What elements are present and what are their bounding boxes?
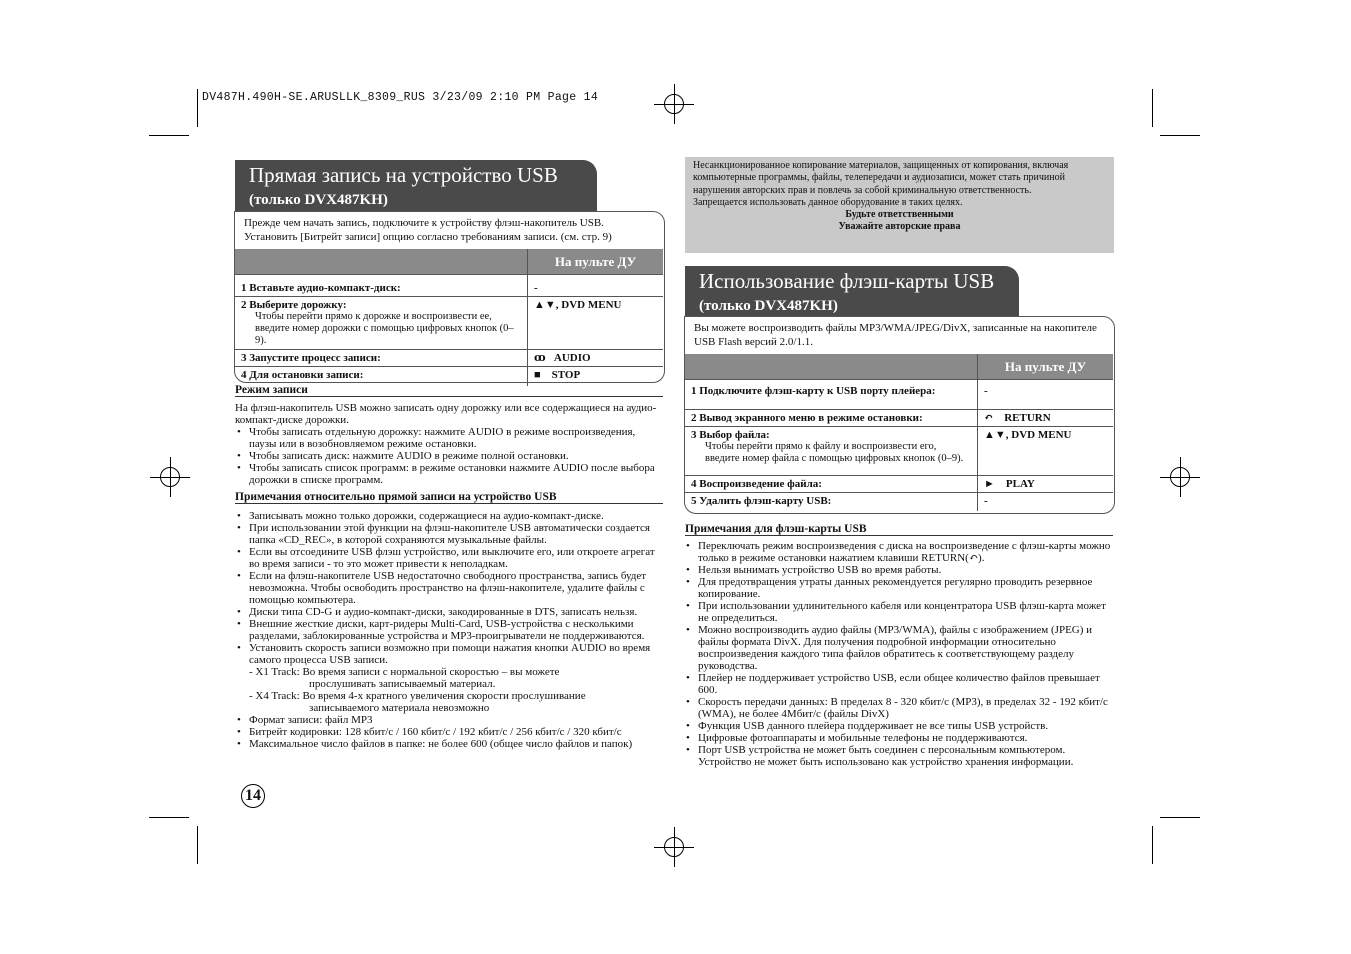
list-item: • Можно воспроизводить аудио файлы (MP3/WMA), файлы с изображением (JPEG) и файлы формата DivX. Для получения подробной информации относительно воспроизведения каждого типа файлов обратитесь к соответствующему разделу руководства.: [698, 624, 1114, 672]
registration-mark: [654, 84, 694, 124]
list-item: • Переключать режим воспроизведения с диска на воспроизведение с флэш-карты можно только в режиме остановки нажатием клавиши RETURN(↶).: [698, 540, 1114, 564]
step-label: 1 Вставьте аудио-компакт-диск:: [235, 275, 528, 297]
left-subtitle: (только DVX487KH): [249, 192, 388, 208]
list-item: • Битрейт кодировки: 128 кбит/с / 160 кбит/с / 192 кбит/с / 256 кбит/с / 320 кбит/с: [249, 726, 663, 738]
page-number: 14: [241, 784, 265, 808]
registration-mark: [150, 457, 190, 497]
left-steps-table: На пульте ДУ 1 Вставьте аудио-компакт-диск: - 2 Выберите дорожку: Чтобы перейти прямо к дорожке и воспроизвести ее, введите номер дорожки с помощью цифровых кнопок (0–9). ▲▼, DVD MENU 3 Запустите процесс записи: ꝏ AUDIO 4 Для остановки записи: ■ STOP: [235, 249, 663, 386]
stop-icon: ■: [534, 369, 541, 381]
list-item: • Порт USB устройства не может быть соединен с персональным компьютером. Устройство не может быть использовано как устройство хранения информации.: [698, 744, 1114, 768]
notes-section: • Записывать можно только дорожки, содержащиеся на аудио-компакт-диске. • При использовании этой функции на флэш-накопителе USB автоматически создается папка «CD_REC», в которой сохраняются музыкальные файлы. • Если вы отсоедините USB флэш устройство, или выключите его, или откроете агрегат во время записи - то это может привести к неполадкам. • Если на флэш-накопителе USB недостаточно свободного пространства, запись будет невозможна. Чтобы освободить пространство на флэш-накопителе, удалите файлы с помощью компьютера. • Диски типа CD-G и аудио-компакт-диски, закодированные в DTS, записать нельзя. • Внешние жесткие диски, карт-ридеры Multi-Card, USB-устройства с несколькими разделами, заблокированные устройства и MP3-проигрыватели не поддерживаются. • Установить скорость записи возможно при помощи нажатия кнопки AUDIO во время самого процесса USB записи. - X1 Track: Во время записи с нормальной скоростью – вы можете прослушивать записываемый материал. - X4 Track: Во время 4-х кратного увеличения скорости прослушивание записываемого материала невозможно • Формат записи: файл MP3 • Битрейт кодировки: 128 кбит/с / 160 кбит/с / 192 кбит/с / 256 кбит/с / 320 кбит/с • Максимальное число файлов в папке: не более 600 (общее число файлов и папок): [235, 510, 663, 750]
crop-mark: [149, 135, 189, 136]
right-title-tab: [685, 266, 1019, 318]
copyright-notice: Несанкционированное копирование материалов, защищенных от копирования, включая компьютерные программы, файлы, телепередачи и аудиозаписи, может стать причиной нарушения авторских прав и повлечь за собой криминальную ответственность. Запрещается использовать данное оборудование в таких целях. Будьте ответственными Уважайте авторские права: [685, 157, 1114, 253]
list-item: • При использовании этой функции на флэш-накопителе USB автоматически создается папка «CD_REC», в которой сохраняются музыкальные файлы.: [249, 522, 663, 546]
step-row: 2 Выберите дорожку: Чтобы перейти прямо к дорожке и воспроизвести ее, введите номер дорожки с помощью цифровых кнопок (0–9).: [235, 297, 528, 350]
list-item: • Диски типа CD-G и аудио-компакт-диски, закодированные в DTS, записать нельзя.: [249, 606, 663, 618]
registration-mark: [654, 827, 694, 867]
right-notes-section: [684, 540, 1114, 768]
crop-mark: [197, 826, 198, 864]
print-header: DV487H.490H-SE.ARUSLLK_8309_RUS 3/23/09 2:10 PM Page 14: [202, 91, 599, 104]
list-item: • Чтобы записать диск: нажмите AUDIO в режиме полной остановки.: [249, 450, 663, 462]
right-title: Использование флэш-карты USB: [699, 269, 995, 293]
mode-section: На флэш-накопитель USB можно записать одну дорожку или все содержащиеся на аудио-компакт-диске дорожки. • Чтобы записать отдельную дорожку: нажмите AUDIO в режиме воспроизведения, паузы или в возобновляемом режиме остановки. • Чтобы записать диск: нажмите AUDIO в режиме полной остановки. • Чтобы записать список программ: в режиме остановки нажмите AUDIO после выбора дорожки в списке программ.: [235, 402, 663, 486]
list-item: • Функция USB данного плейера поддерживает не все типы USB устройств.: [698, 720, 1114, 732]
right-subtitle: (только DVX487KH): [699, 298, 838, 314]
crop-mark: [1160, 817, 1200, 818]
right-steps-table: На пульте ДУ 1 Подключите флэш-карту к USB порту плейера: - 2 Вывод экранного меню в режиме остановки: ↶ RETURN 3 Выбор файла: Чтобы перейти прямо к файлу и воспроизвести его, введите номер файла с помощью цифровых кнопок (0–9). ▲▼, DVD MENU 4 Воспроизведение файла: ► PLAY 5 Удалить флэш-карту USB: -: [685, 354, 1113, 511]
crop-mark: [197, 89, 198, 127]
audio-icon: ꝏ: [534, 352, 546, 364]
left-title: Прямая запись на устройство USB: [249, 163, 558, 187]
remote-header: На пульте ДУ: [978, 354, 1114, 380]
list-item: • Цифровые фотоаппараты и мобильные телефоны не поддерживаются.: [698, 732, 1114, 744]
crop-mark: [1152, 826, 1153, 864]
right-intro: Вы можете воспроизводить файлы MP3/WMA/JPEG/DivX, записанные на накопителе USB Flash версий 2.0/1.1.: [694, 322, 1097, 348]
list-item: • Внешние жесткие диски, карт-ридеры Multi-Card, USB-устройства с несколькими разделами, заблокированные устройства и MP3-проигрыватели не поддерживаются.: [249, 618, 663, 642]
list-item: • Чтобы записать отдельную дорожку: нажмите AUDIO в режиме воспроизведения, паузы или в возобновляемом режиме остановки.: [249, 426, 663, 450]
crop-mark: [1152, 89, 1153, 127]
list-item: • Записывать можно только дорожки, содержащиеся на аудио-компакт-диске.: [249, 510, 663, 522]
crop-mark: [149, 817, 189, 818]
left-title-tab: [235, 160, 597, 212]
list-item: • Плейер не поддерживает устройство USB, если общее количество файлов превышает 600.: [698, 672, 1114, 696]
list-item: • Максимальное число файлов в папке: не более 600 (общее число файлов и папок): [249, 738, 663, 750]
left-intro: Прежде чем начать запись, подключите к устройству флэш-накопитель USB. Установить [Битрейт записи] опцию согласно требованиям записи. (см. стр. 9): [244, 217, 612, 243]
remote-header: На пульте ДУ: [528, 249, 664, 275]
play-icon: ►: [984, 478, 995, 490]
notes-title: Примечания относительно прямой записи на устройство USB: [235, 491, 663, 504]
list-item: • Установить скорость записи возможно при помощи нажатия кнопки AUDIO во время самого процесса USB записи.: [249, 642, 663, 666]
list-item: • Нельзя вынимать устройство USB во время работы.: [698, 564, 1114, 576]
list-item: • Скорость передачи данных: В пределах 8 - 320 кбит/с (MP3), в пределах 32 - 192 кбит/с (WMA), не более 4Мбит/с (файлы DivX): [698, 696, 1114, 720]
registration-mark: [1160, 457, 1200, 497]
right-notes-title: Примечания для флэш-карты USB: [685, 523, 1113, 536]
list-item: • Если вы отсоедините USB флэш устройство, или выключите его, или откроете агрегат во время записи - то это может привести к неполадкам.: [249, 546, 663, 570]
return-icon: ↶: [984, 412, 994, 424]
mode-title: Режим записи: [235, 384, 663, 397]
crop-mark: [1160, 135, 1200, 136]
list-item: • Для предотвращения утраты данных рекомендуется регулярно проводить резервное копирование.: [698, 576, 1114, 600]
list-item: • Чтобы записать список программ: в режиме остановки нажмите AUDIO после выбора дорожки в списке программ.: [249, 462, 663, 486]
list-item: • При использовании удлинительного кабеля или концентратора USB флэш-карта может не определиться.: [698, 600, 1114, 624]
list-item: • Если на флэш-накопителе USB недостаточно свободного пространства, запись будет невозможна. Чтобы освободить пространство на флэш-накопителе, удалите файлы с помощью компьютера.: [249, 570, 663, 606]
list-item: • Формат записи: файл MP3: [249, 714, 663, 726]
step-row: 3 Выбор файла: Чтобы перейти прямо к файлу и воспроизвести его, введите номер файла с помощью цифровых кнопок (0–9).: [685, 427, 978, 476]
